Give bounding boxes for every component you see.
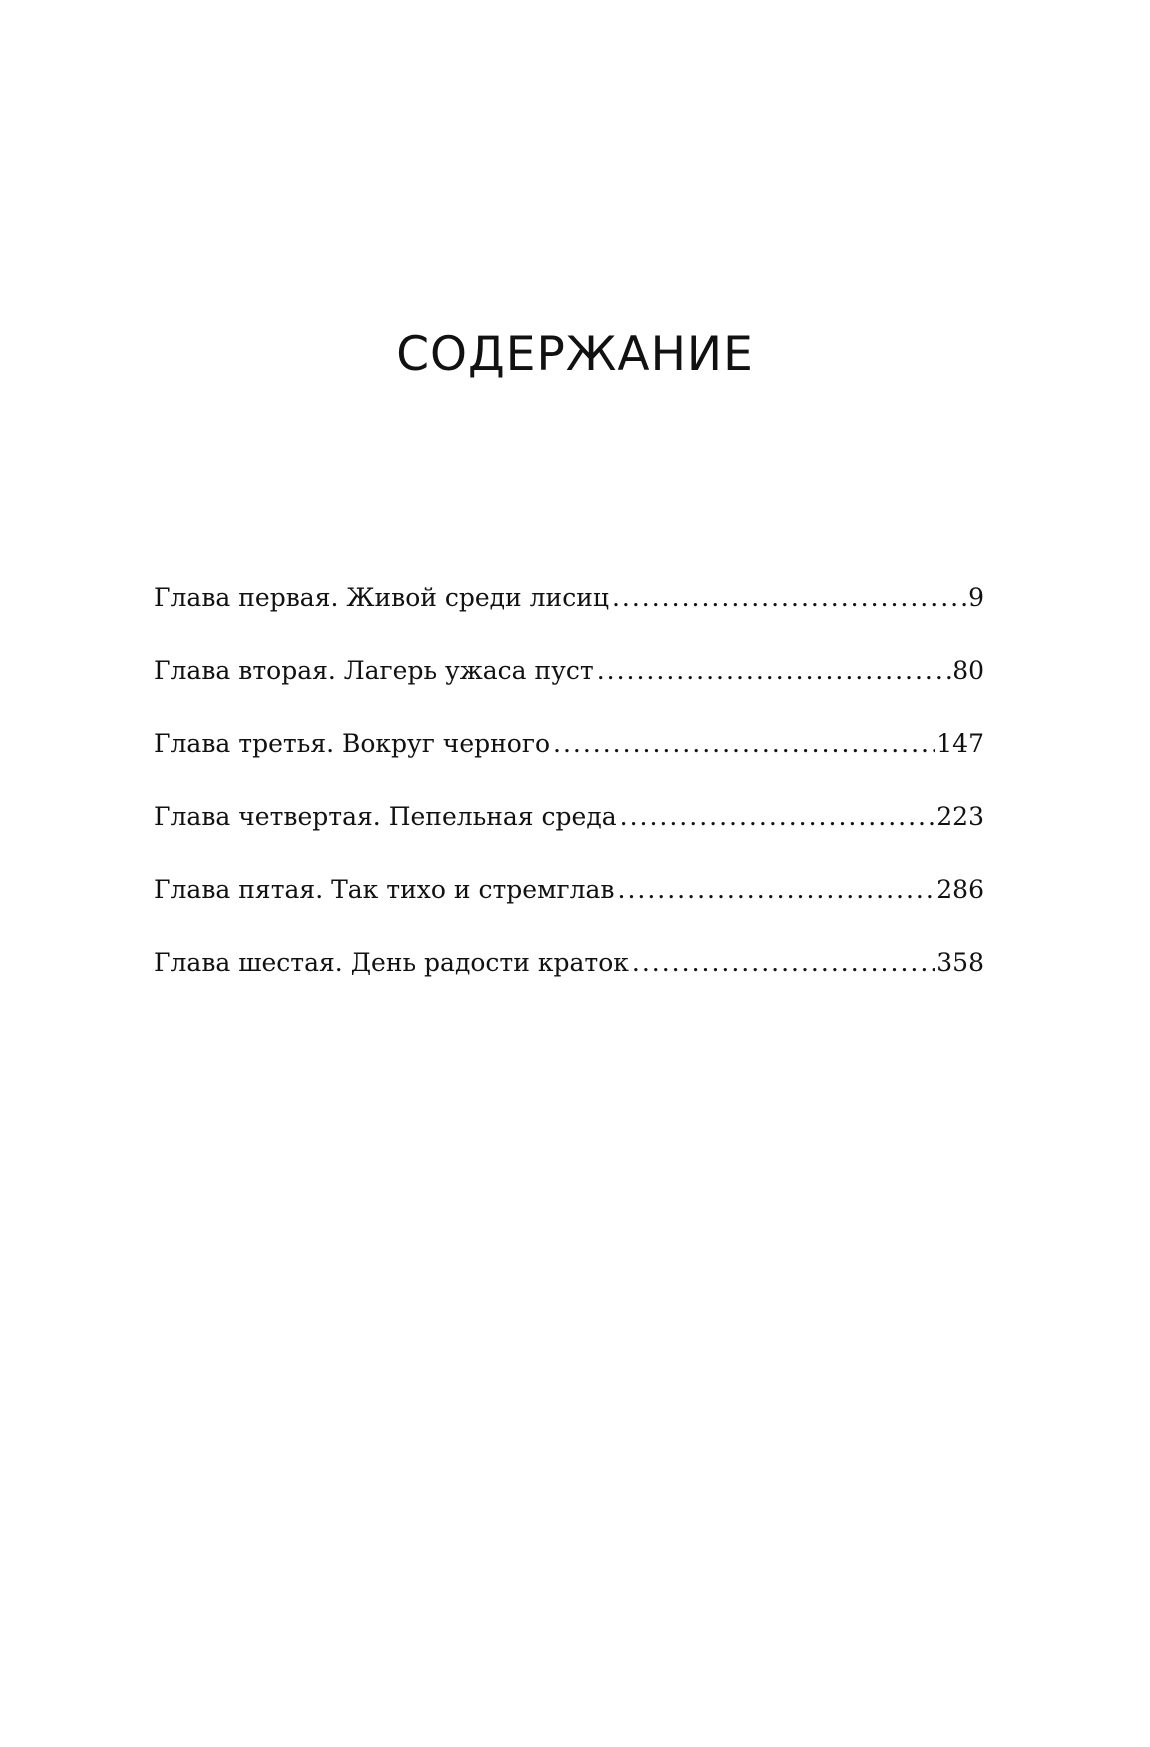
toc-entry <box>154 943 984 1016</box>
toc-entry-page-number: 9 <box>968 583 984 612</box>
toc-entry-page-number: 358 <box>936 948 984 977</box>
toc-entry-title: Глава пятая. Так тихо и стремглав <box>154 875 615 904</box>
toc-entry-page-number: 80 <box>952 656 984 685</box>
toc-entry <box>154 724 984 797</box>
toc-entry-title: Глава четвертая. Пепельная среда <box>154 802 617 831</box>
toc-entry <box>154 797 984 870</box>
toc-dot-leader <box>632 943 935 983</box>
toc-dot-leader <box>553 724 935 764</box>
toc-entry-page-number: 286 <box>936 875 984 904</box>
toc-entry-title: Глава вторая. Лагерь ужаса пуст <box>154 656 594 685</box>
toc-entry <box>154 870 984 943</box>
toc-entry-title: Глава третья. Вокруг черного <box>154 729 550 758</box>
page-title: СОДЕРЖАНИЕ <box>396 327 754 383</box>
toc-entry-title: Глава шестая. День радости краток <box>154 948 629 977</box>
toc-dot-leader <box>597 651 952 691</box>
toc-entry <box>154 578 984 651</box>
toc-dot-leader <box>612 578 967 618</box>
toc-dot-leader <box>620 797 936 837</box>
toc-entry <box>154 651 984 724</box>
toc-entry-title: Глава первая. Живой среди лисиц <box>154 583 609 612</box>
table-of-contents <box>154 578 984 1016</box>
toc-dot-leader <box>618 870 936 910</box>
toc-entry-page-number: 147 <box>936 729 984 758</box>
toc-entry-page-number: 223 <box>936 802 984 831</box>
